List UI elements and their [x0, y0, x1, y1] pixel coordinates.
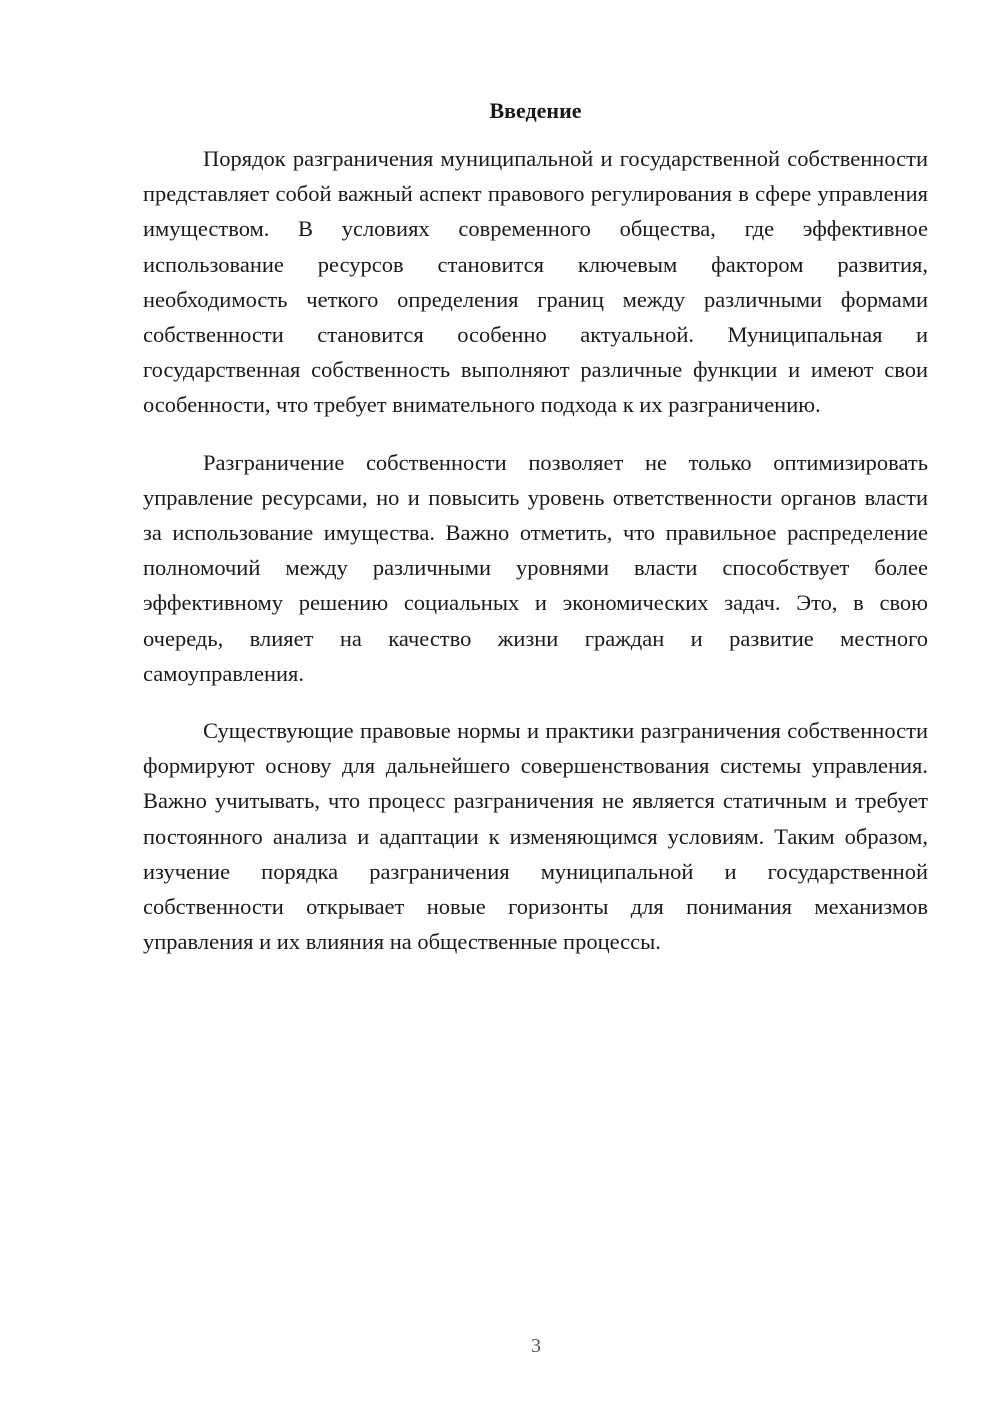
page-number: 3 — [531, 1335, 541, 1357]
paragraph-1: Порядок разграничения муниципальной и государственной собственности представляет собой важный аспект правового регулирования в сфере управления имуществом. В условиях современного общества, где эффективное использование ресурсов становится ключевым фактором развития, необходимость четкого определения границ между различными формами собственности становится особенно актуальной. Муниципальная и государственная собственность выполняют различные функции и имеют свои особенности, что требует внимательного подхода к их разграничению. — [143, 146, 928, 418]
paragraph-3: Существующие правовые нормы и практики разграничения собственности формируют основу для дальнейшего совершенствования системы управления. Важно учитывать, что процесс разграничения не является статичным и требует постоянного анализа и адаптации к изменяющимся условиям. Таким образом, изучение порядка разграничения муниципальной и государственной собственности открывает новые горизонты для понимания механизмов управления и их влияния на общественные процессы. — [143, 718, 928, 955]
section-heading: Введение — [489, 98, 582, 123]
body-text — [143, 141, 928, 959]
paragraph-2: Разграничение собственности позволяет не только оптимизировать управление ресурсами, но и повысить уровень ответственности органов власти за использование имущества. Важно отметить, что правильное распределение полномочий между различными уровнями власти способствует более эффективному решению социальных и экономических задач. Это, в свою очередь, влияет на качество жизни граждан и развитие местного самоуправления. — [143, 449, 928, 686]
